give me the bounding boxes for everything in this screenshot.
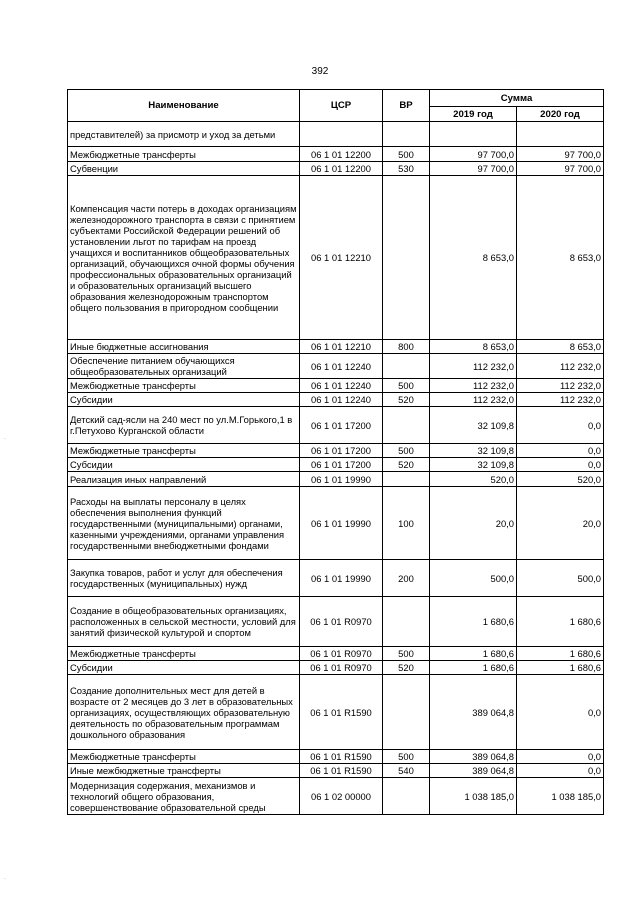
row-sum-2019: 97 700,0 xyxy=(430,162,517,176)
row-csr: 06 1 01 19990 xyxy=(300,472,383,487)
row-csr: 06 1 01 12210 xyxy=(300,176,383,340)
row-sum-2019: 112 232,0 xyxy=(430,379,517,393)
row-vr: 500 xyxy=(383,444,430,458)
row-sum-2020: 1 680,6 xyxy=(517,647,604,661)
row-sum-2020: 112 232,0 xyxy=(517,393,604,407)
row-vr: 500 xyxy=(383,147,430,162)
row-sum-2019: 20,0 xyxy=(430,487,517,560)
row-csr: 06 1 01 12200 xyxy=(300,147,383,162)
row-vr xyxy=(383,407,430,444)
table-row xyxy=(68,176,604,340)
row-vr xyxy=(383,122,430,147)
row-name: Субсидии xyxy=(68,458,300,472)
row-vr: 500 xyxy=(383,750,430,764)
header-csr: ЦСР xyxy=(300,90,383,122)
row-vr xyxy=(383,778,430,815)
row-sum-2020: 112 232,0 xyxy=(517,379,604,393)
row-name: Субвенции xyxy=(68,162,300,176)
row-sum-2020: 0,0 xyxy=(517,675,604,750)
row-sum-2019: 1 680,6 xyxy=(430,597,517,647)
table-row xyxy=(68,379,604,393)
row-name: Закупка товаров, работ и услуг для обеспечения государственных (муниципальных) нужд xyxy=(68,560,300,597)
table-row xyxy=(68,122,604,147)
row-vr: 520 xyxy=(383,458,430,472)
row-vr: 500 xyxy=(383,647,430,661)
row-csr xyxy=(300,122,383,147)
row-sum-2019: 8 653,0 xyxy=(430,176,517,340)
row-vr xyxy=(383,675,430,750)
row-sum-2020: 0,0 xyxy=(517,764,604,778)
row-name: Межбюджетные трансферты xyxy=(68,750,300,764)
row-name: Обеспечение питанием обучающихся общеобразовательных организаций xyxy=(68,354,300,379)
row-sum-2020: 1 680,6 xyxy=(517,597,604,647)
row-csr: 06 1 01 17200 xyxy=(300,444,383,458)
row-csr: 06 1 01 R0970 xyxy=(300,661,383,675)
row-sum-2019: 1 680,6 xyxy=(430,661,517,675)
row-vr: 520 xyxy=(383,661,430,675)
row-csr: 06 1 02 00000 xyxy=(300,778,383,815)
row-sum-2020: 0,0 xyxy=(517,407,604,444)
row-vr: 500 xyxy=(383,379,430,393)
row-csr: 06 1 01 12200 xyxy=(300,162,383,176)
row-vr xyxy=(383,176,430,340)
row-sum-2020: 520,0 xyxy=(517,472,604,487)
table-row xyxy=(68,340,604,354)
row-vr: 800 xyxy=(383,340,430,354)
row-sum-2019: 112 232,0 xyxy=(430,393,517,407)
table-row xyxy=(68,147,604,162)
row-csr: 06 1 01 17200 xyxy=(300,407,383,444)
row-vr xyxy=(383,472,430,487)
row-csr: 06 1 01 12240 xyxy=(300,393,383,407)
row-sum-2020: 8 653,0 xyxy=(517,340,604,354)
row-sum-2020: 0,0 xyxy=(517,750,604,764)
header-vr: ВР xyxy=(383,90,430,122)
row-csr: 06 1 01 R1590 xyxy=(300,675,383,750)
row-csr: 06 1 01 12240 xyxy=(300,379,383,393)
row-vr: 100 xyxy=(383,487,430,560)
table-row xyxy=(68,487,604,560)
row-sum-2020: 500,0 xyxy=(517,560,604,597)
row-csr: 06 1 01 12240 xyxy=(300,354,383,379)
row-name: Межбюджетные трансферты xyxy=(68,647,300,661)
row-sum-2019: 32 109,8 xyxy=(430,444,517,458)
margin-dot: · xyxy=(4,436,6,442)
row-sum-2020: 0,0 xyxy=(517,444,604,458)
row-sum-2019: 8 653,0 xyxy=(430,340,517,354)
row-sum-2019: 112 232,0 xyxy=(430,354,517,379)
row-vr xyxy=(383,354,430,379)
row-name: Иные бюджетные ассигнования xyxy=(68,340,300,354)
table-row xyxy=(68,472,604,487)
table-row xyxy=(68,764,604,778)
row-name: Создание дополнительных мест для детей в возрасте от 2 месяцев до 3 лет в образовательных организациях, осуществляющих образовательную деятельность по образовательным программам дошкольного образования xyxy=(68,675,300,750)
row-sum-2020: 1 038 185,0 xyxy=(517,778,604,815)
row-sum-2019: 1 680,6 xyxy=(430,647,517,661)
row-vr: 540 xyxy=(383,764,430,778)
header-sum: Сумма xyxy=(430,90,604,107)
row-vr: 200 xyxy=(383,560,430,597)
header-name: Наименование xyxy=(68,90,300,122)
row-sum-2020: 97 700,0 xyxy=(517,162,604,176)
budget-table xyxy=(67,89,604,815)
row-name: Межбюджетные трансферты xyxy=(68,379,300,393)
row-name: Субсидии xyxy=(68,661,300,675)
table-row xyxy=(68,162,604,176)
table-row xyxy=(68,560,604,597)
row-csr: 06 1 01 12210 xyxy=(300,340,383,354)
row-sum-2019: 500,0 xyxy=(430,560,517,597)
table-row xyxy=(68,444,604,458)
table-row xyxy=(68,675,604,750)
row-sum-2019 xyxy=(430,122,517,147)
row-sum-2019: 389 064,8 xyxy=(430,764,517,778)
row-sum-2019: 32 109,8 xyxy=(430,458,517,472)
margin-dot: · xyxy=(4,876,6,882)
row-name: Межбюджетные трансферты xyxy=(68,147,300,162)
table-row xyxy=(68,407,604,444)
row-name: Детский сад-ясли на 240 мест по ул.М.Горького,1 в г.Петухово Курганской области xyxy=(68,407,300,444)
row-csr: 06 1 01 19990 xyxy=(300,487,383,560)
row-name: Компенсация части потерь в доходах организациям железнодорожного транспорта в связи с принятием субъектами Российской Федерации решений об установлении льгот по тарифам на проезд учащихся и воспитанников общеобразовательных организаций, обучающихся очной формы обучения профессиональных образовательных организаций и образовательных организаций высшего образования железнодорожным транспортом общего пользования в пригородном сообщении xyxy=(68,176,300,340)
row-sum-2020: 0,0 xyxy=(517,458,604,472)
row-name: представителей) за присмотр и уход за детьми xyxy=(68,122,300,147)
row-csr: 06 1 01 R1590 xyxy=(300,750,383,764)
row-vr: 530 xyxy=(383,162,430,176)
table-row xyxy=(68,778,604,815)
header-year-2020: 2020 год xyxy=(517,107,604,122)
page-number: 392 xyxy=(311,66,329,77)
header-year-2019: 2019 год xyxy=(430,107,517,122)
row-vr xyxy=(383,597,430,647)
row-sum-2019: 1 038 185,0 xyxy=(430,778,517,815)
row-name: Межбюджетные трансферты xyxy=(68,444,300,458)
row-name: Модернизация содержания, механизмов и технологий общего образования, совершенствование образовательной среды xyxy=(68,778,300,815)
row-name: Создание в общеобразовательных организациях, расположенных в сельской местности, условий для занятий физической культурой и спортом xyxy=(68,597,300,647)
table-row xyxy=(68,750,604,764)
row-sum-2019: 520,0 xyxy=(430,472,517,487)
row-name: Субсидии xyxy=(68,393,300,407)
row-name: Расходы на выплаты персоналу в целях обеспечения выполнения функций государственными (муниципальными) органами, казенными учреждениями, органами управления государственными внебюджетными фондами xyxy=(68,487,300,560)
row-name: Реализация иных направлений xyxy=(68,472,300,487)
table-row xyxy=(68,354,604,379)
row-sum-2019: 32 109,8 xyxy=(430,407,517,444)
row-csr: 06 1 01 R0970 xyxy=(300,597,383,647)
row-sum-2020: 8 653,0 xyxy=(517,176,604,340)
row-sum-2020: 97 700,0 xyxy=(517,147,604,162)
row-sum-2019: 389 064,8 xyxy=(430,750,517,764)
row-csr: 06 1 01 R0970 xyxy=(300,647,383,661)
table-row xyxy=(68,458,604,472)
row-sum-2020: 1 680,6 xyxy=(517,661,604,675)
row-sum-2019: 97 700,0 xyxy=(430,147,517,162)
row-sum-2020 xyxy=(517,122,604,147)
table-row xyxy=(68,661,604,675)
row-csr: 06 1 01 R1590 xyxy=(300,764,383,778)
row-sum-2020: 20,0 xyxy=(517,487,604,560)
row-csr: 06 1 01 17200 xyxy=(300,458,383,472)
table-row xyxy=(68,393,604,407)
table-row xyxy=(68,597,604,647)
row-vr: 520 xyxy=(383,393,430,407)
table-body xyxy=(68,122,604,815)
row-sum-2020: 112 232,0 xyxy=(517,354,604,379)
row-name: Иные межбюджетные трансферты xyxy=(68,764,300,778)
table-row xyxy=(68,647,604,661)
row-sum-2019: 389 064,8 xyxy=(430,675,517,750)
row-csr: 06 1 01 19990 xyxy=(300,560,383,597)
